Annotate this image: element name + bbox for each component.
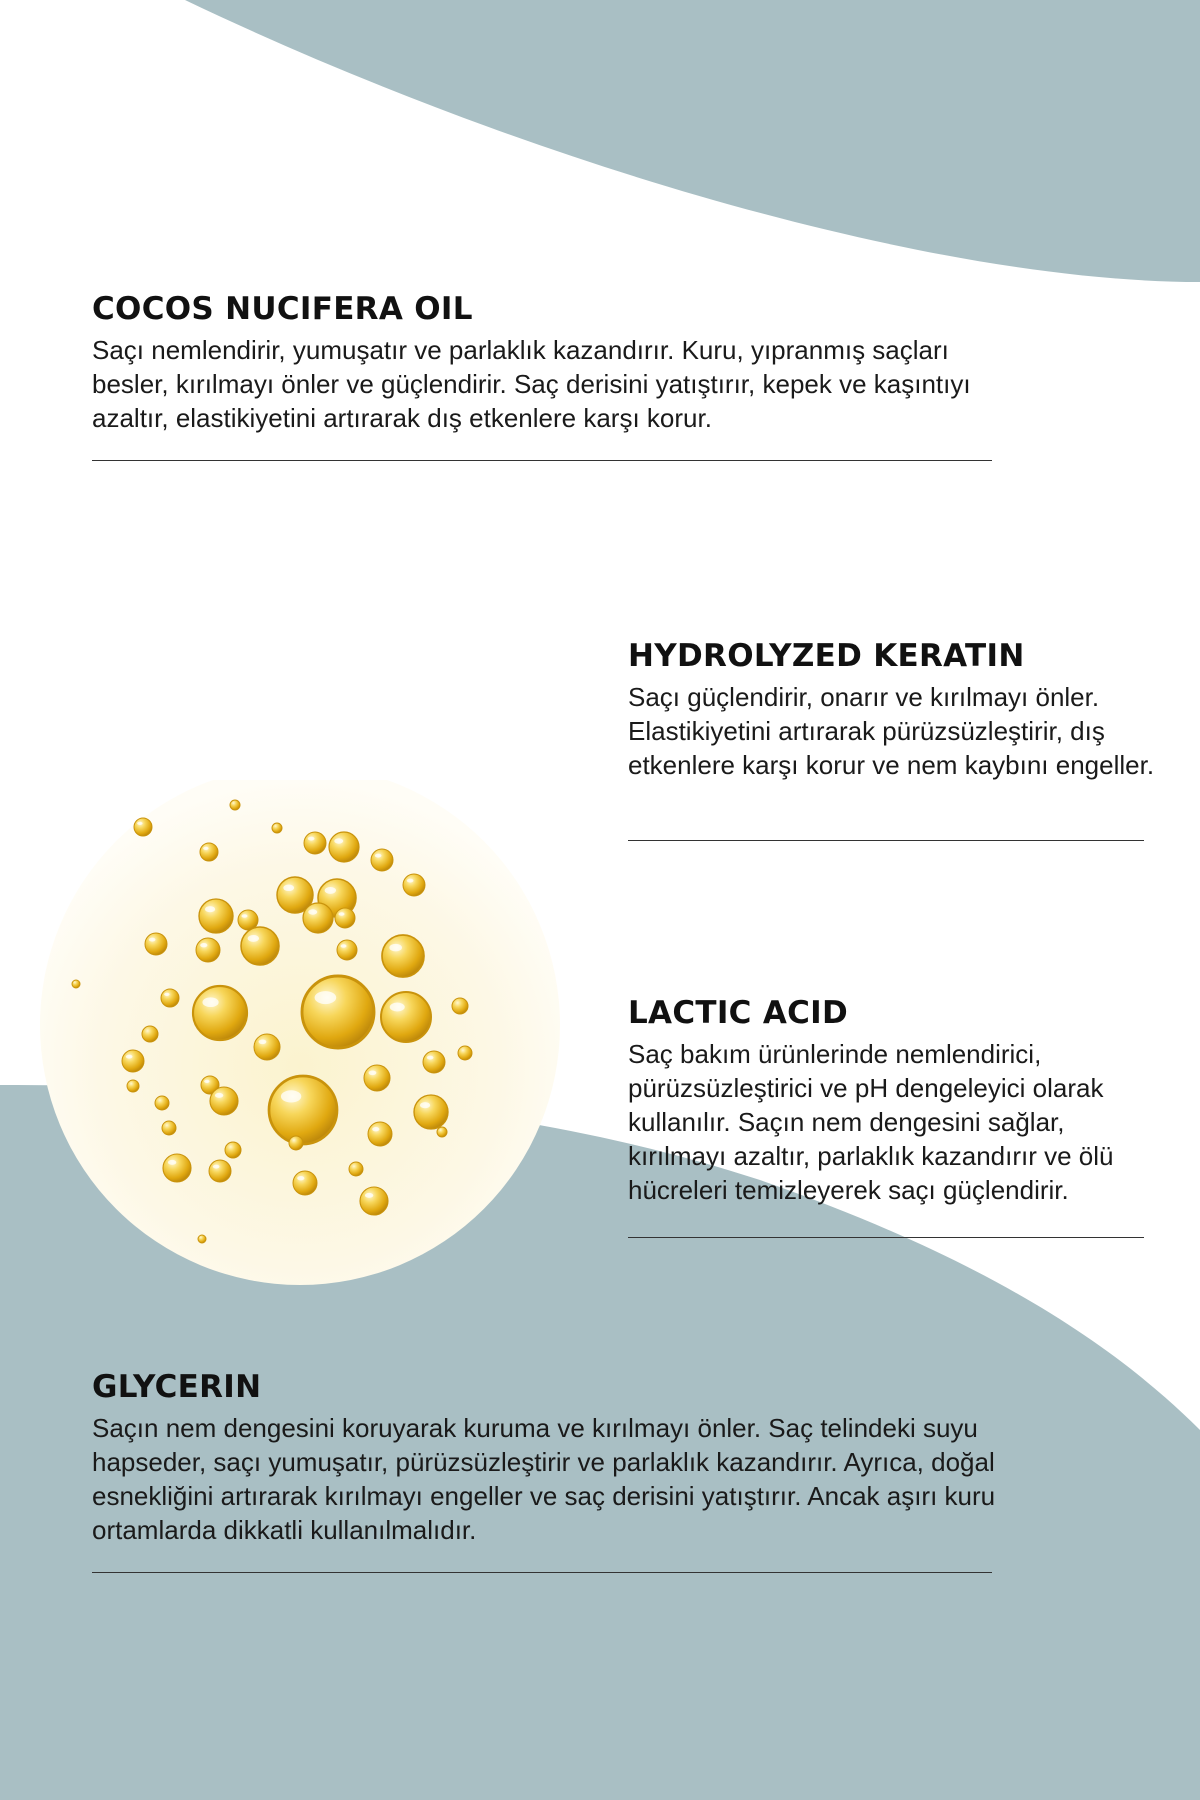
- section-cocos-nucifera-oil: [92, 289, 1012, 435]
- oil-bubbles-icon: [40, 780, 560, 1300]
- section-title: HYDROLYZED KERATIN: [628, 638, 1025, 674]
- droplet-highlight: [281, 1090, 301, 1102]
- oil-droplet: [337, 940, 357, 960]
- oil-droplet: [122, 1050, 144, 1072]
- section-description: Saç bakım ürünlerinde nemlendirici, pürüzsüzleştirici ve pH dengeleyici olarak kullanılır. Saçın nem dengesini sağlar, kırılmayı azaltır, parlaklık kazandırır ve ölü hücreleri temizleyerek saçı güçlendirir.: [628, 1039, 1114, 1205]
- droplet-highlight: [248, 935, 259, 942]
- droplet-highlight: [390, 1003, 405, 1012]
- droplet-highlight: [407, 879, 414, 883]
- oil-droplet: [225, 1142, 241, 1158]
- divider-line: [92, 460, 992, 461]
- oil-droplet: [452, 998, 468, 1014]
- droplet-highlight: [213, 1165, 220, 1169]
- divider-line: [92, 1572, 992, 1573]
- droplet-highlight: [205, 906, 215, 912]
- droplet-highlight: [202, 997, 218, 1007]
- droplet-highlight: [420, 1102, 430, 1108]
- droplet-highlight: [164, 993, 169, 996]
- divider-line: [628, 840, 1144, 841]
- section-glycerin: [92, 1367, 1012, 1547]
- oil-droplet: [382, 935, 424, 977]
- section-hydrolyzed-keratin: [628, 636, 1168, 782]
- oil-droplet: [209, 1160, 231, 1182]
- divider-line: [628, 1237, 1144, 1238]
- oil-droplet: [210, 1087, 238, 1115]
- oil-droplet: [303, 903, 333, 933]
- oil-droplet: [329, 832, 359, 862]
- droplet-highlight: [389, 944, 402, 952]
- section-title: GLYCERIN: [92, 1369, 262, 1405]
- oil-droplet: [142, 1026, 158, 1042]
- oil-droplet: [304, 832, 326, 854]
- droplet-highlight: [325, 887, 336, 894]
- oil-droplet: [403, 874, 425, 896]
- oil-droplet: [414, 1095, 448, 1129]
- droplet-highlight: [339, 912, 345, 916]
- droplet-highlight: [203, 847, 208, 850]
- droplet-highlight: [341, 944, 347, 948]
- oil-droplet: [368, 1122, 392, 1146]
- oil-droplet: [198, 1235, 206, 1243]
- oil-droplet: [458, 1046, 472, 1060]
- oil-droplet: [193, 986, 247, 1040]
- oil-droplet: [200, 843, 218, 861]
- droplet-highlight: [259, 1039, 267, 1044]
- droplet-highlight: [200, 943, 207, 947]
- section-description: Saçı güçlendirir, onarır ve kırılmayı önler. Elastikiyetini artırarak pürüzsüzleştirir, dış etkenlere karşı korur ve nem kaybını engeller.: [628, 682, 1155, 780]
- droplet-highlight: [427, 1056, 434, 1060]
- oil-droplet: [381, 992, 431, 1042]
- droplet-highlight: [242, 914, 248, 918]
- oil-droplet: [134, 818, 152, 836]
- oil-droplet: [293, 1171, 317, 1195]
- oil-droplet: [371, 849, 393, 871]
- droplet-highlight: [315, 991, 337, 1004]
- oil-droplet: [72, 980, 80, 988]
- oil-droplet: [335, 908, 355, 928]
- oil-droplet: [289, 1136, 303, 1150]
- droplet-highlight: [369, 1070, 377, 1075]
- droplet-highlight: [137, 822, 142, 825]
- oil-droplet: [196, 938, 220, 962]
- oil-droplet: [272, 823, 282, 833]
- oil-droplet: [199, 899, 233, 933]
- droplet-highlight: [375, 854, 382, 858]
- illustration-glow: [40, 780, 560, 1285]
- top-wave-shape: [185, 0, 1200, 282]
- droplet-highlight: [297, 1176, 304, 1180]
- oil-droplet: [349, 1162, 363, 1176]
- droplet-highlight: [215, 1093, 223, 1098]
- oil-droplet: [254, 1034, 280, 1060]
- oil-droplet: [161, 989, 179, 1007]
- oil-droplet: [360, 1187, 388, 1215]
- droplet-highlight: [126, 1055, 133, 1059]
- oil-droplet: [302, 976, 374, 1048]
- droplet-highlight: [365, 1193, 373, 1198]
- oil-droplet: [163, 1154, 191, 1182]
- oil-droplet: [145, 933, 167, 955]
- oil-droplet: [364, 1065, 390, 1091]
- droplet-highlight: [168, 1160, 176, 1165]
- section-title: COCOS NUCIFERA OIL: [92, 291, 473, 327]
- oil-droplet: [127, 1080, 139, 1092]
- oil-droplet: [162, 1121, 176, 1135]
- section-lactic-acid: [628, 993, 1168, 1207]
- droplet-highlight: [204, 1080, 209, 1083]
- oil-droplet: [230, 800, 240, 810]
- section-title: LACTIC ACID: [628, 995, 849, 1031]
- section-description: Saçın nem dengesini koruyarak kuruma ve kırılmayı önler. Saç telindeki suyu hapseder, saçı yumuşatır, pürüzsüzleştirir ve parlaklık kazandırır. Ayrıca, doğal esnekliğini artırarak kırılmayı engeller ve saç derisini yatıştırır. Ancak aşırı kuru ortamlarda dikkatli kullanılmalıdır.: [92, 1413, 996, 1545]
- oil-droplet: [155, 1096, 169, 1110]
- droplet-highlight: [334, 838, 343, 843]
- droplet-highlight: [283, 885, 294, 891]
- droplet-highlight: [308, 909, 317, 914]
- droplet-highlight: [149, 938, 156, 942]
- section-description: Saçı nemlendirir, yumuşatır ve parlaklık kazandırır. Kuru, yıpranmış saçları besler, kırılmayı önler ve güçlendirir. Saç derisini yatıştırır, kepek ve kaşıntıyı azaltır, elastikiyetini artırarak dış etkenlere karşı korur.: [92, 335, 971, 433]
- droplet-highlight: [308, 837, 315, 841]
- oil-droplet: [241, 927, 279, 965]
- oil-droplet: [437, 1127, 447, 1137]
- oil-droplet: [269, 1076, 337, 1144]
- droplet-highlight: [372, 1127, 379, 1131]
- oil-droplet: [423, 1051, 445, 1073]
